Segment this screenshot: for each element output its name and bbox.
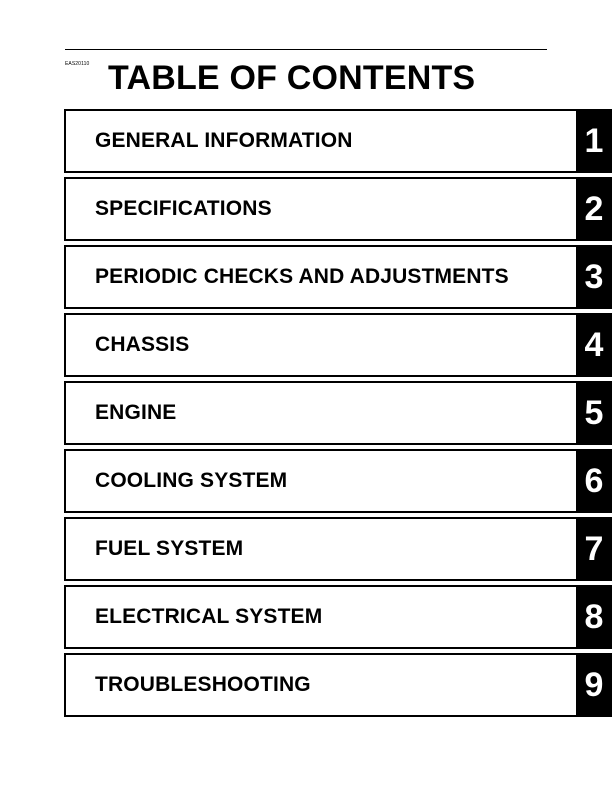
toc-item-label: GENERAL INFORMATION [95,129,353,152]
chapter-tab-1[interactable]: 1 [576,109,612,173]
toc-item-specifications[interactable] [64,177,612,241]
toc-item-cooling-system[interactable] [64,449,612,513]
page-title: TABLE OF CONTENTS [108,59,476,97]
toc-item-label: SPECIFICATIONS [95,197,272,220]
chapter-tab-7[interactable]: 7 [576,517,612,581]
toc-item-chassis[interactable] [64,313,612,377]
toc-item-general-information[interactable] [64,109,612,173]
toc-item-label: ENGINE [95,401,177,424]
toc-item-label: ELECTRICAL SYSTEM [95,605,323,628]
chapter-tab-6[interactable]: 6 [576,449,612,513]
toc-item-troubleshooting[interactable] [64,653,612,717]
chapter-tab-5[interactable]: 5 [576,381,612,445]
toc-item-fuel-system[interactable] [64,517,612,581]
chapter-tab-9[interactable]: 9 [576,653,612,717]
toc-item-label: TROUBLESHOOTING [95,673,311,696]
chapter-tab-8[interactable]: 8 [576,585,612,649]
toc-item-label: CHASSIS [95,333,190,356]
toc-item-engine[interactable] [64,381,612,445]
chapter-tab-3[interactable]: 3 [576,245,612,309]
document-code: EAS20110 [65,61,90,67]
chapter-tab-4[interactable]: 4 [576,313,612,377]
toc-item-label: COOLING SYSTEM [95,469,288,492]
chapter-tab-2[interactable]: 2 [576,177,612,241]
toc-item-periodic-checks[interactable] [64,245,612,309]
toc-item-label: FUEL SYSTEM [95,537,244,560]
toc-item-label: PERIODIC CHECKS AND ADJUSTMENTS [95,265,509,288]
toc-item-electrical-system[interactable] [64,585,612,649]
